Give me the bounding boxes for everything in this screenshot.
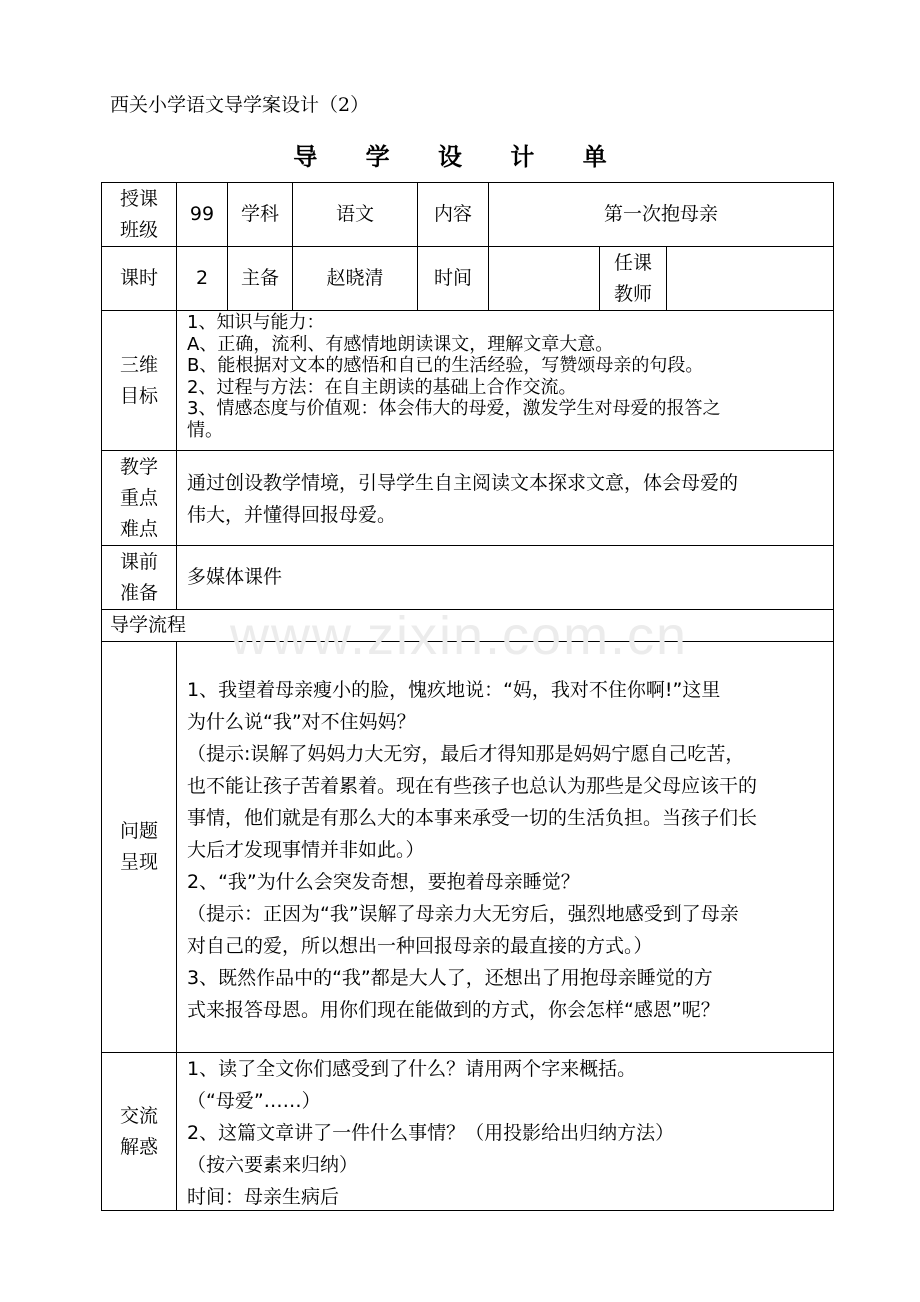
lesson-plan-table: [101, 182, 834, 1211]
goal-line: A、正确，流利、有感情地朗读课文，理解文章大意。: [187, 333, 614, 355]
questions-label: 问题 呈现: [119, 820, 158, 873]
hours-value: 2: [195, 267, 209, 289]
teacher-value: [667, 247, 833, 310]
questions-text: [187, 674, 757, 1026]
exchange-line: 时间：母亲生病后: [187, 1186, 340, 1208]
content-value: 第一次抱母亲: [603, 203, 718, 225]
row-divider: [102, 310, 833, 311]
document-header: 西关小学语文导学案设计（2）: [110, 94, 370, 116]
question-line: （提示:误解了妈妈力大无穷，最后才得知那是妈妈宁愿自己吃苦，: [187, 743, 745, 765]
exchange-text: [187, 1053, 674, 1213]
key-points-text: [187, 467, 738, 531]
key-points-label: 教学 重点 难点: [119, 455, 158, 540]
question-line: 1、我望着母亲瘦小的脸，愧疚地说：“妈，我对不住你啊!”这里: [187, 679, 721, 701]
question-line: 式来报答母恩。用你们现在能做到的方式，你会怎样“感恩”呢？: [187, 999, 720, 1021]
goals-text: [187, 312, 720, 441]
goal-line: 3、情感态度与价值观：体会伟大的母爱，激发学生对母爱的报答之: [187, 398, 721, 419]
question-line: 3、既然作品中的“我”都是大人了，还想出了用抱母亲睡觉的方: [187, 967, 713, 989]
goal-line: 1、知识与能力：: [187, 312, 325, 333]
content-label: 内容: [433, 203, 472, 225]
teacher-label: 任课 教师: [613, 251, 652, 305]
question-line: 事情，他们就是有那么大的本事来承受一切的生活负担。当孩子们长: [187, 807, 758, 829]
goal-line: 情。: [187, 419, 223, 441]
column-divider: [176, 641, 177, 1211]
key-point-line: 伟大，并懂得回报母爱。: [187, 504, 397, 526]
subject-label: 学科: [240, 203, 279, 225]
exchange-label: 交流 解惑: [119, 1105, 158, 1158]
exchange-line: （“母爱”……）: [187, 1090, 321, 1112]
goal-line: B、能根据对文本的感悟和自已的生活经验，写赞颂母亲的句段。: [187, 355, 704, 376]
hours-label: 课时: [119, 267, 158, 289]
question-line: （提示：正因为“我”误解了母亲力大无穷后，强烈地感受到了母亲: [187, 903, 739, 925]
key-point-line: 通过创设教学情境，引导学生自主阅读文本探求文意，体会母爱的: [187, 472, 739, 494]
time-value: [489, 247, 599, 310]
time-label: 时间: [433, 267, 472, 289]
row-divider: [102, 450, 833, 451]
exchange-line: （按六要素来归纳）: [187, 1154, 359, 1176]
flow-label: 导学流程: [110, 614, 187, 636]
exchange-line: 2、这篇文章讲了一件什么事情？（用投影给出归纳方法）: [187, 1122, 675, 1144]
exchange-line: 1、读了全文你们感受到了什么？请用两个字来概括。: [187, 1058, 637, 1080]
goals-label: 三维 目标: [119, 353, 158, 407]
lead-value: 赵晓清: [326, 267, 384, 289]
class-value: 99: [189, 203, 215, 225]
prep-label: 课前 准备: [119, 550, 158, 604]
goal-line: 2、过程与方法：在自主朗读的基础上合作交流。: [187, 376, 577, 398]
prep-value: 多媒体课件: [187, 566, 283, 588]
class-label: 授课 班级: [119, 187, 158, 241]
watermark: www.zixin.com.cn: [230, 606, 689, 666]
subject-value: 语文: [335, 203, 374, 225]
question-line: 也不能让孩子苦着累着。现在有些孩子也总认为那些是父母应该干的: [187, 775, 758, 797]
lead-label: 主备: [240, 267, 279, 289]
question-line: 为什么说“我”对不住妈妈？: [187, 711, 416, 733]
question-line: 对自己的爱，所以想出一种回报母亲的最直接的方式。）: [187, 935, 653, 957]
question-line: 2、“我”为什么会突发奇想，要抱着母亲睡觉？: [187, 871, 580, 893]
question-line: 大后才发现事情并非如此。）: [187, 839, 425, 861]
document-title: 导 学 设 计 单: [293, 143, 627, 171]
